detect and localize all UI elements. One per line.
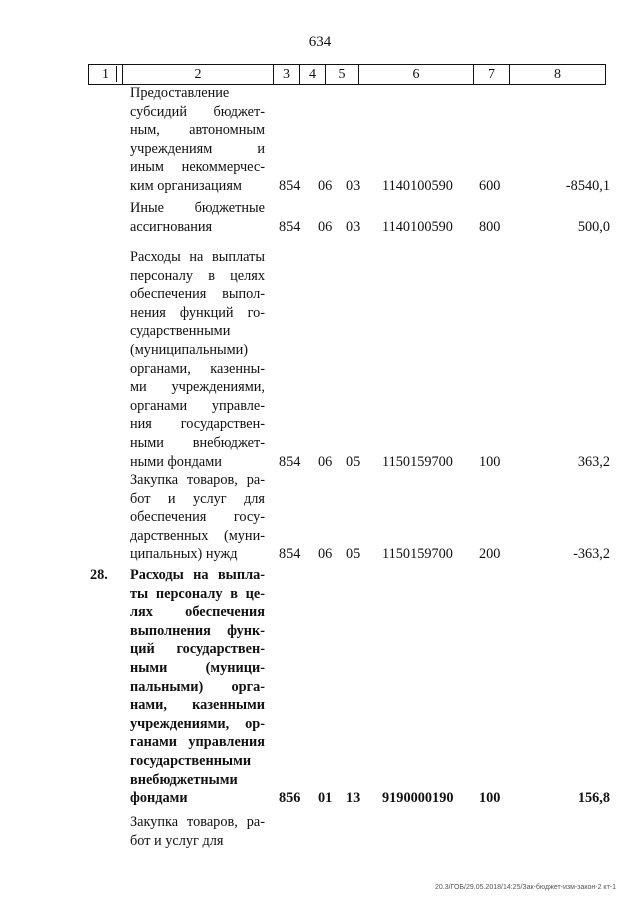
table-header-row xyxy=(88,64,606,85)
header-col-4: 4 xyxy=(299,65,325,84)
description-line: органами управле- xyxy=(130,397,265,414)
page-number: 634 xyxy=(308,34,332,50)
cell-c5: 05 xyxy=(346,453,361,470)
description-line: нения функций го- xyxy=(130,304,265,321)
description-line: субсидий бюджет- xyxy=(130,103,265,120)
cell-c7: 100 xyxy=(479,790,501,807)
description-line: ния государствен- xyxy=(130,416,265,433)
description-line: бот и услуг для xyxy=(130,490,265,507)
cell-c6: 1150159700 xyxy=(382,453,453,470)
description-line: персоналу в целях xyxy=(130,267,265,284)
cell-c3: 854 xyxy=(279,453,301,470)
cell-c5: 05 xyxy=(346,546,361,563)
cell-c5: 13 xyxy=(346,790,361,807)
cell-c5: 03 xyxy=(346,218,361,235)
header-col-2: 2 xyxy=(122,65,273,84)
row-description xyxy=(130,199,265,236)
description-line: обеспечения выпол- xyxy=(130,286,265,303)
description-line: учреждениям и xyxy=(130,140,265,157)
description-line: ассигнования xyxy=(130,218,213,235)
row-description xyxy=(130,471,265,564)
row-number: 28. xyxy=(90,567,108,583)
cell-c4: 06 xyxy=(318,453,333,470)
description-line: Иные бюджетные xyxy=(130,200,265,216)
row-description xyxy=(130,248,265,471)
description-line: сударственными xyxy=(130,323,231,340)
row-description xyxy=(130,566,265,808)
cell-c3: 854 xyxy=(279,546,301,563)
header-col-6: 6 xyxy=(358,65,473,84)
description-line: нами, казенными xyxy=(130,697,265,714)
description-line: фондами xyxy=(130,790,188,807)
description-line: Предоставление xyxy=(130,85,230,101)
description-line: бот и услуг для xyxy=(130,832,224,849)
cell-c8: -8540,1 xyxy=(565,178,610,194)
description-line: лях обеспечения xyxy=(130,604,265,621)
description-line: обеспечения госу- xyxy=(130,509,265,526)
description-line: ким организациям xyxy=(130,177,242,194)
cell-c8: 500,0 xyxy=(577,218,610,235)
description-line: ми учреждениями, xyxy=(130,379,265,396)
description-line: Расходы на выпла- xyxy=(130,567,265,583)
cell-c5: 03 xyxy=(346,178,361,194)
header-col-5: 5 xyxy=(325,65,358,84)
cell-c3: 854 xyxy=(279,178,301,194)
cell-c4: 06 xyxy=(318,546,333,563)
row-description xyxy=(130,84,265,196)
description-line: учреждениями, ор- xyxy=(130,715,265,732)
description-line: ными внебюджет- xyxy=(130,434,265,451)
description-line: ганами управления xyxy=(130,734,265,751)
cell-c8: 156,8 xyxy=(577,790,610,807)
cell-c6: 9190000190 xyxy=(382,790,454,807)
header-col-3: 3 xyxy=(273,65,299,84)
description-line: Закупка товаров, ра- xyxy=(130,472,265,488)
header-col-1: 1 xyxy=(88,65,122,84)
cell-c6: 1150159700 xyxy=(382,546,453,563)
cell-c3: 854 xyxy=(279,218,301,235)
description-line: Расходы на выплаты xyxy=(130,249,265,265)
description-line: (муниципальными) xyxy=(130,341,249,358)
description-line: пальными) орга- xyxy=(130,678,265,695)
cell-c4: 01 xyxy=(318,790,333,807)
description-line: ным, автономным xyxy=(130,122,265,139)
cell-c7: 800 xyxy=(479,218,501,235)
description-line: ций государствен- xyxy=(130,641,265,658)
description-line: внебюджетными xyxy=(130,771,238,788)
description-line: государственными xyxy=(130,752,252,769)
description-line: Закупка товаров, ра- xyxy=(130,814,265,830)
cell-c8: 363,2 xyxy=(577,453,610,470)
cell-c6: 1140100590 xyxy=(382,218,453,235)
description-line: органами, казенны- xyxy=(130,360,265,377)
footer-stamp: 20.3/ГОБ/29.05.2018/14:25/Зак-бюджет-изм-закон-2 кт-1 xyxy=(435,884,616,891)
description-line: ными (муници- xyxy=(130,659,265,676)
cell-c4: 06 xyxy=(318,178,333,194)
description-line: иным некоммерчес- xyxy=(130,159,265,176)
cell-c6: 1140100590 xyxy=(382,178,453,194)
description-line: выполнения функ- xyxy=(130,622,265,639)
header-col-7: 7 xyxy=(473,65,509,84)
description-line: ными фондами xyxy=(130,453,222,470)
cell-c7: 600 xyxy=(479,178,501,194)
cell-c7: 200 xyxy=(479,546,501,563)
description-line: дарственных (муни- xyxy=(130,527,265,544)
description-line: ципальных) нужд xyxy=(130,546,238,563)
cell-c4: 06 xyxy=(318,218,333,235)
row-description xyxy=(130,813,265,850)
cell-c8: -363,2 xyxy=(573,546,610,563)
cell-c3: 856 xyxy=(279,790,301,807)
header-col-8: 8 xyxy=(509,65,606,84)
cell-c7: 100 xyxy=(479,453,501,470)
description-line: ты персоналу в це- xyxy=(130,585,265,602)
